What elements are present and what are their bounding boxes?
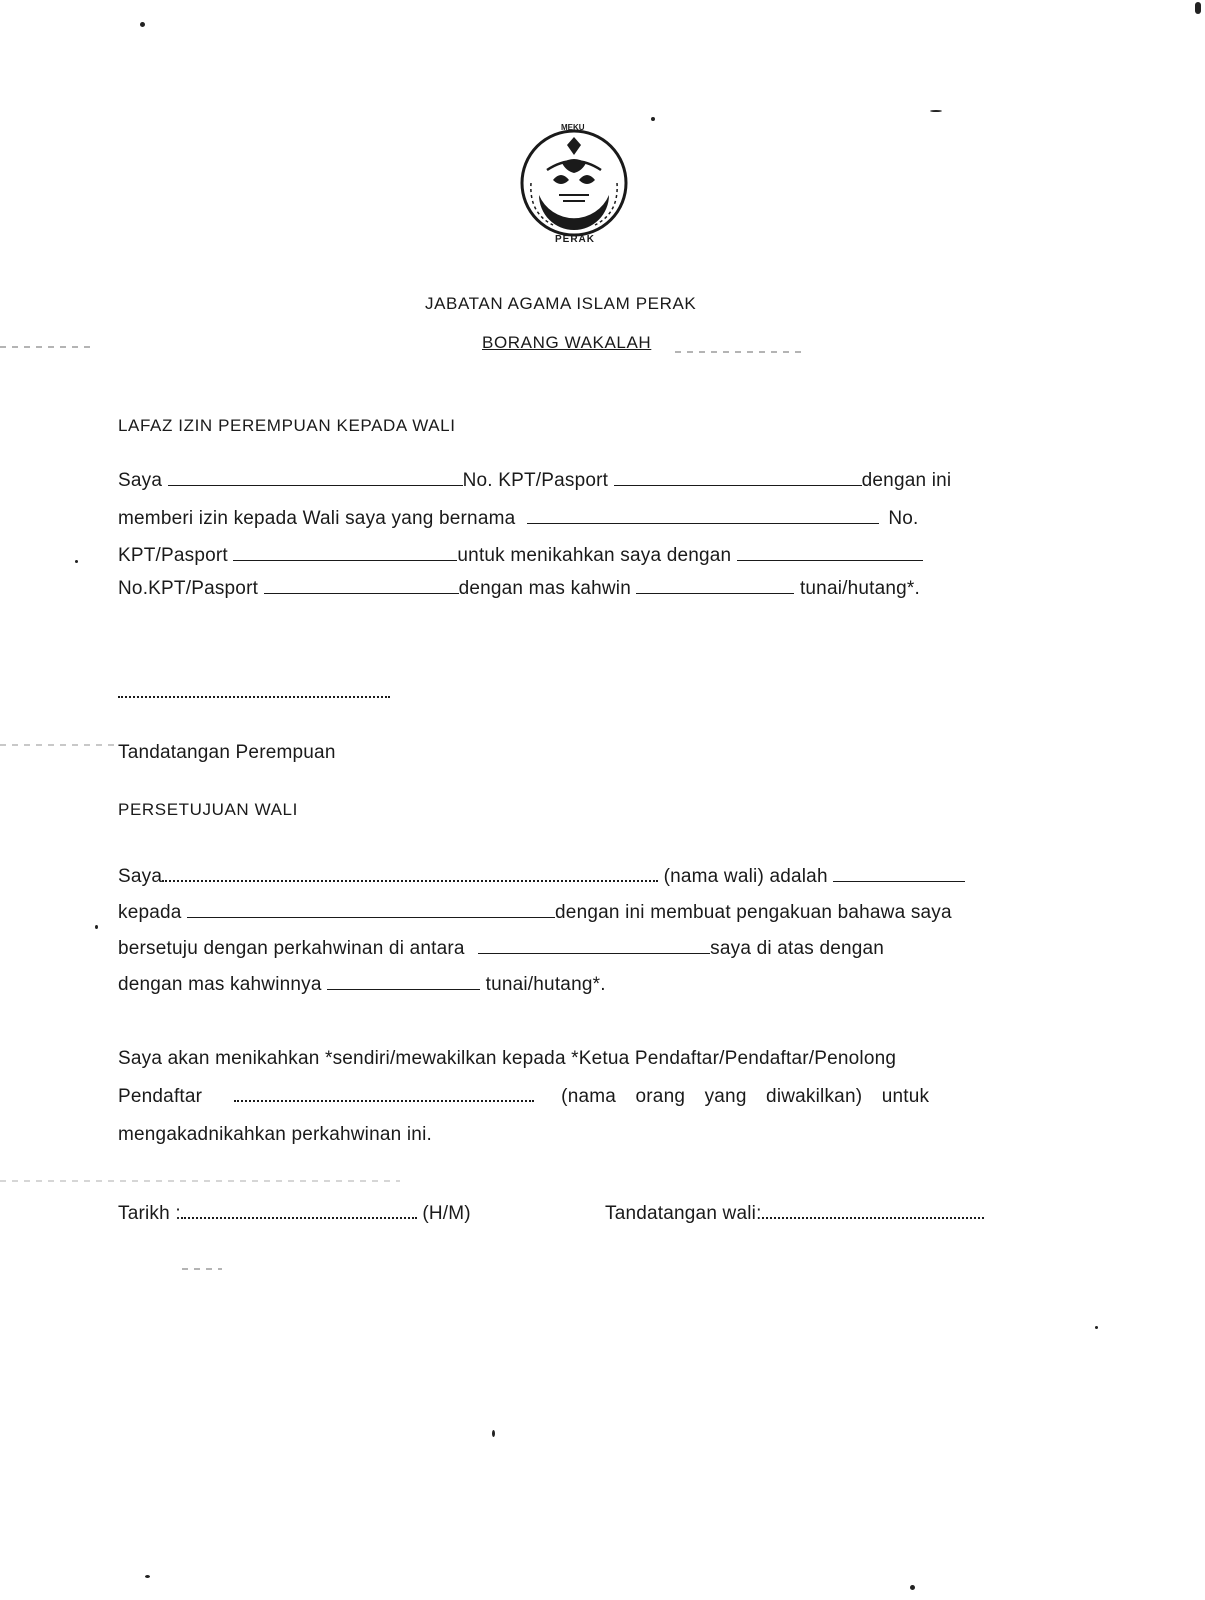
label-no-kpt-pasport: No.KPT/Pasport: [118, 578, 259, 599]
groom-name-field[interactable]: [737, 546, 923, 561]
section1-line4: [118, 578, 920, 600]
section2-heading: PERSETUJUAN WALI: [118, 800, 298, 819]
label-tunai-hutang-2: tunai/hutang*.: [485, 974, 606, 995]
kpt-field[interactable]: [614, 471, 862, 486]
label-saya: Saya: [118, 470, 163, 491]
label-saya-di-atas: saya di atas dengan: [710, 938, 885, 959]
tarikh-line: [118, 1203, 471, 1225]
emblem-bottom-text: PERAK: [555, 234, 596, 245]
label-tarikh: Tarikh :: [118, 1203, 181, 1224]
label-kepada: kepada: [118, 902, 182, 923]
mas-kahwin-field[interactable]: [636, 579, 794, 594]
relationship-field[interactable]: [833, 867, 965, 882]
section2-line4: [118, 974, 606, 996]
groom-kpt-field[interactable]: [264, 579, 459, 594]
section2-para-line3: mengakadnikahkan perkahwinan ini.: [118, 1124, 432, 1145]
section1-line3: [118, 545, 923, 567]
label-kpt-pasport: KPT/Pasport: [118, 545, 228, 566]
perak-state-crest-icon: [517, 125, 632, 250]
label-no-kpt: No. KPT/Pasport: [462, 470, 609, 491]
diwakilkan-field[interactable]: [234, 1086, 534, 1102]
section1-heading: LAFAZ IZIN PEREMPUAN KEPADA WALI: [118, 416, 456, 435]
woman-signature-line[interactable]: [118, 690, 390, 698]
wali-kpt-field[interactable]: [233, 546, 457, 561]
label-tunai-hutang: tunai/hutang*.: [799, 578, 921, 599]
wali-name-field[interactable]: [527, 509, 879, 524]
label-nama-diwakilkan: (nama orang yang diwakilkan) untuk: [561, 1086, 930, 1107]
woman-signature-label: Tandatangan Perempuan: [118, 742, 336, 763]
label-memberi-izin: memberi izin kepada Wali saya yang bernama: [118, 508, 516, 529]
section1-line2: [118, 508, 919, 530]
kepada-field[interactable]: [187, 903, 555, 918]
section2-para-line2: [118, 1086, 929, 1108]
label-untuk-menikahkan: untuk menikahkan saya dengan: [457, 545, 732, 566]
form-title: BORANG WAKALAH: [482, 333, 652, 352]
bersetuju-field[interactable]: [478, 939, 710, 954]
wali-signature-field[interactable]: [762, 1203, 984, 1219]
emblem-top-text: MEKU: [561, 123, 585, 132]
section2-line2: [118, 902, 952, 924]
label-bersetuju: bersetuju dengan perkahwinan di antara: [118, 938, 465, 959]
label-tandatangan-wali: Tandatangan wali:: [605, 1203, 762, 1224]
label-dengan-mas-kahwin: dengan mas kahwin: [458, 578, 631, 599]
label-dengan-ini: dengan ini: [861, 470, 952, 491]
mas-kahwinnya-field[interactable]: [327, 975, 480, 990]
section1-line1: [118, 470, 951, 492]
label-saya-wali: Saya: [118, 866, 163, 887]
section2-line3: [118, 938, 884, 960]
label-pengakuan: dengan ini membuat pengakuan bahawa saya: [555, 902, 952, 923]
department-title: JABATAN AGAMA ISLAM PERAK: [425, 294, 697, 313]
tarikh-field[interactable]: [181, 1203, 417, 1219]
label-mas-kahwinnya: dengan mas kahwinnya: [118, 974, 322, 995]
wali-name-dotted-field[interactable]: [162, 866, 658, 882]
label-pendaftar: Pendaftar: [118, 1086, 203, 1107]
label-hm: (H/M): [422, 1203, 471, 1224]
section2-line1: [118, 866, 965, 888]
label-nama-wali-adalah: (nama wali) adalah: [663, 866, 828, 887]
label-no: No.: [888, 508, 919, 529]
section2-para-line1: Saya akan menikahkan *sendiri/mewakilkan kepada *Ketua Pendaftar/Pendaftar/Penolong: [118, 1048, 897, 1069]
name-field[interactable]: [168, 471, 463, 486]
wali-signature-line: [605, 1203, 984, 1225]
